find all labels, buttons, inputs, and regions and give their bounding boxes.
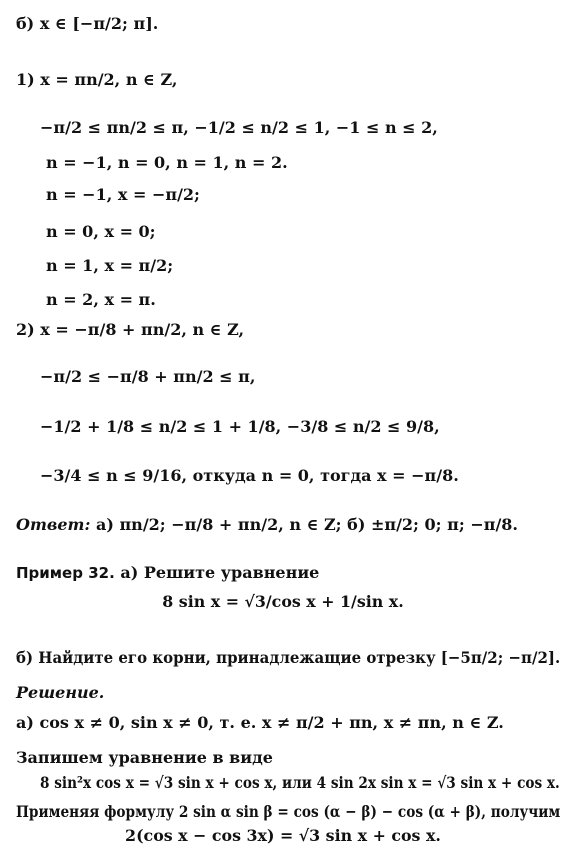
case2-result: −3/4 ≤ n ≤ 9/16, откуда n = 0, тогда x = −π/8.: [40, 466, 459, 485]
result-equation: 2(cos x − cos 3x) = √3 sin x + cos x.: [125, 826, 441, 845]
domain-line: а) cos x ≠ 0, sin x ≠ 0, т. е. x ≠ π/2 + πn, x ≠ πn, n ∈ Z.: [16, 713, 504, 732]
case1-root-2: n = 0, x = 0;: [46, 222, 156, 241]
answer-text: а) πn/2; −π/8 + πn/2, n ∈ Z; б) ±π/2; 0; π; −π/8.: [90, 515, 518, 534]
example-equation: 8 sin x = √3/cos x + 1/sin x.: [162, 592, 404, 611]
example-task-a: а) Решите уравнение: [114, 563, 320, 582]
rewrite-equation: 8 sin²x cos x = √3 sin x + cos x, или 4 sin 2x sin x = √3 sin x + cos x.: [40, 773, 560, 792]
case2-inequality: −π/2 ≤ −π/8 + πn/2 ≤ π,: [40, 367, 256, 386]
example-title: Пример 32.: [16, 564, 115, 582]
case1-integers: n = −1, n = 0, n = 1, n = 2.: [46, 153, 288, 172]
case2-transform: −1/2 + 1/8 ≤ n/2 ≤ 1 + 1/8, −3/8 ≤ n/2 ≤ 9/8,: [40, 417, 440, 436]
solution-label: Решение.: [16, 683, 105, 702]
rewrite-intro: Запишем уравнение в виде: [16, 748, 273, 767]
case1-root-3: n = 1, x = π/2;: [46, 256, 174, 275]
case1-root-4: n = 2, x = π.: [46, 290, 156, 309]
case1-inequality: −π/2 ≤ πn/2 ≤ π, −1/2 ≤ n/2 ≤ 1, −1 ≤ n ≤ 2,: [40, 118, 438, 137]
example-heading: [16, 563, 319, 583]
case1-root-1: n = −1, x = −π/2;: [46, 185, 200, 204]
case1-solution: 1) x = πn/2, n ∈ Z,: [16, 70, 178, 89]
answer-line: [16, 515, 518, 535]
part-b-interval: б) x ∈ [−π/2; π].: [16, 14, 159, 33]
formula-line: Применяя формулу 2 sin α sin β = cos (α − β) − cos (α + β), получим: [16, 802, 561, 821]
case2-solution: 2) x = −π/8 + πn/2, n ∈ Z,: [16, 320, 245, 339]
answer-label: Ответ:: [16, 515, 91, 534]
example-task-b: б) Найдите его корни, принадлежащие отрезку [−5π/2; −π/2].: [16, 648, 561, 667]
